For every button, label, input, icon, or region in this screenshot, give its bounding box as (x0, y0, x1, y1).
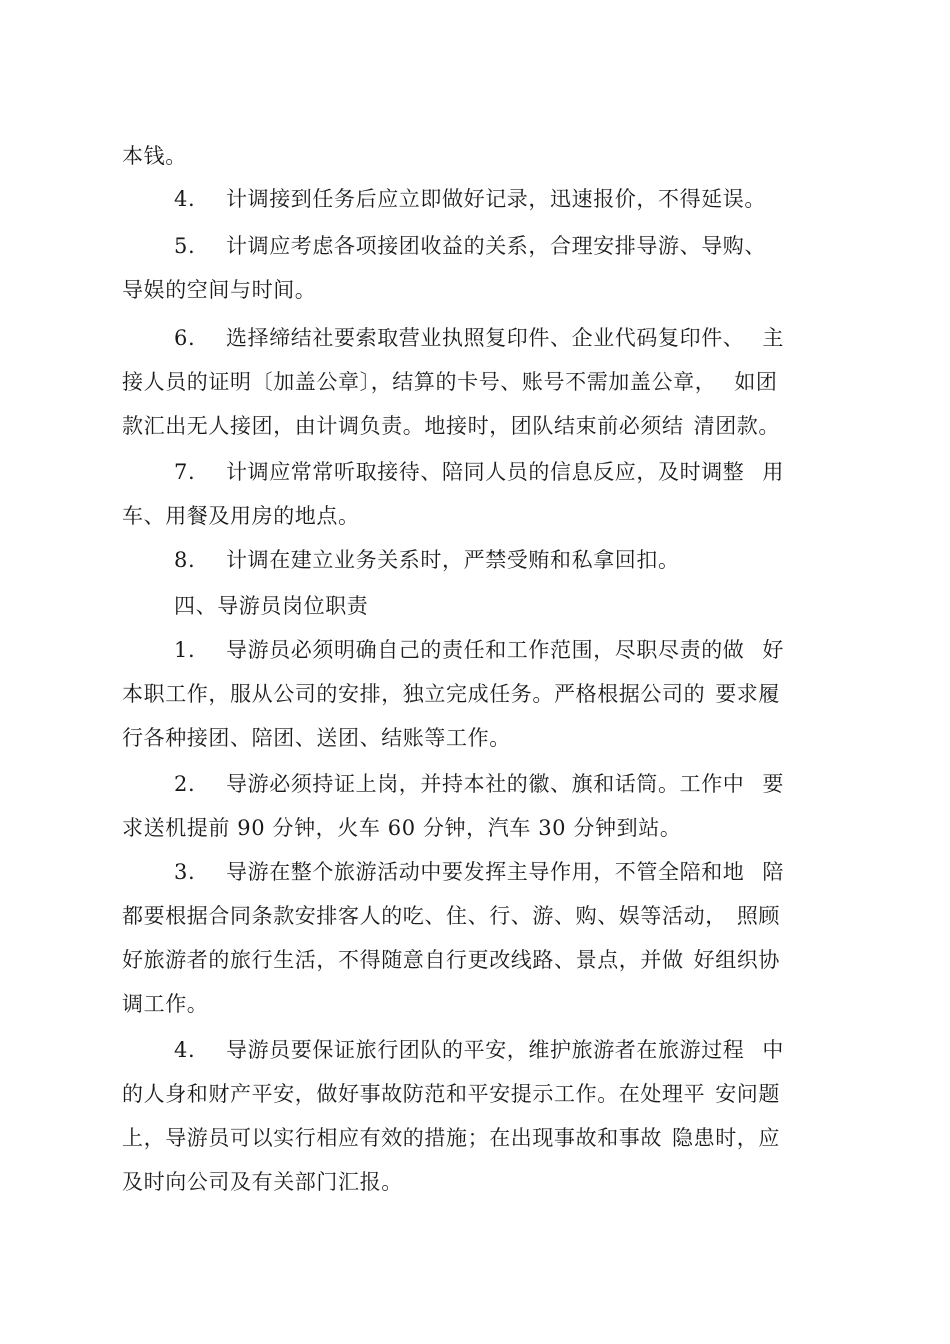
text-line (174, 226, 950, 266)
paragraph-text: 选择缔结社要索取营业执照复印件、企业代码复印件、 (226, 326, 745, 350)
paragraph-text: 清团款。 (693, 414, 781, 438)
text-line (122, 1162, 950, 1202)
paragraph-text: 导娱的空间与时间。 (122, 278, 317, 302)
paragraph-text: 如团 (734, 370, 778, 394)
paragraph-text: 好旅游者的旅行生活，不得随意自行更改线路、景点，并做 (122, 948, 684, 972)
paragraph-text: 求送机提前 90 分钟，火车 60 分钟，汽车 30 分钟到站。 (122, 816, 682, 840)
paragraph-text: 导游在整个旅游活动中要发挥主导作用，不管全陪和地 (226, 860, 745, 884)
paragraph-text: 要求履 (715, 682, 781, 706)
paragraph-text: 安问题 (715, 1082, 781, 1106)
paragraph-text: 照顾 (736, 904, 781, 928)
paragraph-text: 好 (762, 638, 785, 662)
text-line (174, 179, 950, 219)
paragraph-text: 导游员必须明确自己的责任和工作范围，尽职尽责的做 (226, 638, 745, 662)
text-line (122, 896, 950, 936)
paragraph-text: 计调应常常听取接待、陪同人员的信息反应，及时调整 (226, 460, 745, 484)
paragraph-text: 隐患时，应 (672, 1126, 780, 1150)
item-number: 4. (174, 187, 196, 211)
section-heading-text: 四、导游员岗位职责 (174, 594, 369, 618)
text-line (122, 1118, 950, 1158)
paragraph-text: 款汇出无人接团，由计调负责。地接时，团队结束前必须结 (122, 414, 684, 438)
paragraph-text: 用 (762, 460, 785, 484)
paragraph-text: 车、用餐及用房的地点。 (122, 504, 360, 528)
paragraph-text: 及时向公司及有关部门汇报。 (122, 1170, 403, 1194)
item-number: 6. (174, 326, 196, 350)
paragraph-text: 中 (762, 1038, 785, 1062)
paragraph-text: 都要根据合同条款安排客人的吃、住、行、游、购、娱等活动， (122, 904, 727, 928)
paragraph-text: 行各种接团、陪团、送团、结账等工作。 (122, 726, 511, 750)
paragraph-text: 本钱。 (122, 144, 187, 168)
paragraph-text: 导游必须持证上岗，并持本社的徽、旗和话筒。工作中 (226, 772, 745, 796)
text-line (122, 940, 950, 980)
text-line (122, 718, 950, 758)
paragraph-text: 好组织协 (693, 948, 781, 972)
paragraph-text: 要 (762, 772, 785, 796)
text-line (174, 1030, 950, 1070)
item-number: 5. (174, 234, 196, 258)
text-line (122, 362, 950, 402)
text-line (122, 1074, 950, 1114)
item-number: 8. (174, 548, 196, 572)
text-line (122, 270, 950, 310)
item-number: 3. (174, 860, 196, 884)
paragraph-text: 主 (762, 326, 785, 350)
paragraph-text: 本职工作，服从公司的安排，独立完成任务。严格根据公司的 (122, 682, 706, 706)
paragraph-text: 计调在建立业务关系时，严禁受贿和私拿回扣。 (226, 548, 680, 572)
text-line (174, 452, 950, 492)
text-line (122, 496, 950, 536)
paragraph-text: 计调接到任务后应立即做好记录，迅速报价，不得延误。 (226, 187, 766, 211)
item-number: 2. (174, 772, 196, 796)
paragraph-text: 调工作。 (122, 992, 209, 1016)
text-line (174, 764, 950, 804)
text-line (122, 136, 950, 176)
text-line (174, 630, 950, 670)
text-line (122, 406, 950, 446)
text-line (122, 984, 950, 1024)
text-line (122, 808, 950, 848)
paragraph-text: 接人员的证明〔加盖公章〕，结算的卡号、账号不需加盖公章， (122, 370, 717, 394)
paragraph-text: 的人身和财产平安，做好事故防范和平安提示工作。在处理平 (122, 1082, 706, 1106)
section-heading (174, 586, 950, 626)
paragraph-text: 导游员要保证旅行团队的平安，维护旅游者在旅游过程 (226, 1038, 745, 1062)
text-line (174, 852, 950, 892)
item-number: 4. (174, 1038, 196, 1062)
item-number: 7. (174, 460, 196, 484)
paragraph-text: 计调应考虑各项接团收益的关系，合理安排导游、导购、 (226, 234, 766, 258)
paragraph-text: 上，导游员可以实行相应有效的措施；在出现事故和事故 (122, 1126, 662, 1150)
text-line (174, 318, 950, 358)
text-line (122, 674, 950, 714)
item-number: 1. (174, 638, 196, 662)
paragraph-text: 陪 (762, 860, 785, 884)
text-line (174, 540, 950, 580)
